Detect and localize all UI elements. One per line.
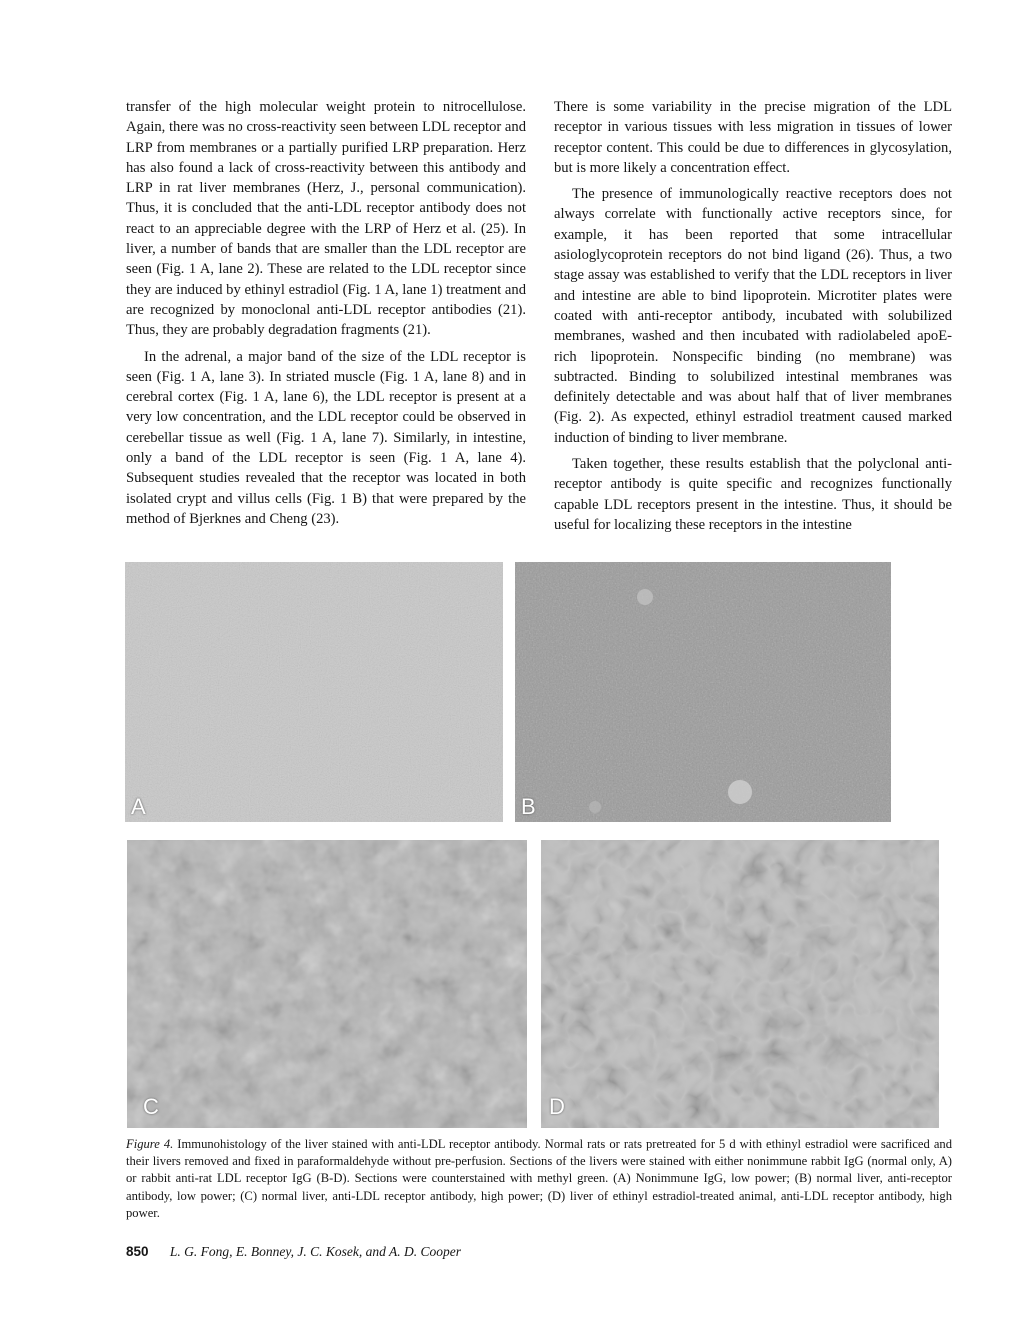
footer-authors: L. G. Fong, E. Bonney, J. C. Kosek, and A. D. Cooper bbox=[169, 1244, 462, 1259]
micrograph-panel-d bbox=[541, 840, 939, 1128]
right-paragraph-2: The presence of immunologically reactive receptors does not always correlate with functionally active receptors since, for example, it has been reported that some intracellular asiologlycoprotein receptors do not bind ligand (26). Thus, a two stage assay was established to verify that the LDL receptors in liver and intestine are able to bind lipoprotein. Microtiter plates were coated with anti-receptor antibody, incubated with solubilized membranes, washed and then incubated with radiolabeled apoE-rich lipoprotein. Nonspecific binding (no membrane) was subtracted. Binding to solubilized intestinal membranes was definitely detectable and was about half that of liver membranes (Fig. 2). As expected, ethinyl estradiol treatment caused marked induction of binding to liver membrane. bbox=[554, 186, 952, 446]
figure-4 bbox=[123, 558, 949, 1132]
page-footer bbox=[126, 1244, 461, 1260]
figure-caption bbox=[126, 1136, 952, 1222]
left-column bbox=[126, 97, 526, 529]
micrograph-panel-a bbox=[125, 562, 503, 822]
micrograph-b-image bbox=[515, 562, 891, 822]
left-paragraph-1: transfer of the high molecular weight protein to nitrocellulose. Again, there was no cross-reactivity seen between LDL receptor and LRP from membranes or a partially purified LRP preparation. Herz has also found a lack of cross-reactivity between this antibody and LRP in rat liver membranes (Herz, J., personal communication). Thus, it is concluded that the anti-LDL receptor antibody does not react to an appreciable degree with the LRP of Herz et al. (25). In liver, a number of bands that are smaller than the LDL receptor are seen (Fig. 1 A, lane 2). These are related to the LDL receptor since they are induced by ethinyl estradiol (Fig. 1 A, lane 1) treatment and are recognized by monoclonal anti-LDL receptor antibodies (21). Thus, they are probably degradation fragments (21). bbox=[126, 99, 526, 339]
micrograph-a-image bbox=[125, 562, 503, 822]
right-paragraph-3: Taken together, these results establish that the polyclonal anti-receptor antibody is quite specific and recognizes functionally capable LDL receptors present in the intestine. Thus, it should be useful for localizing these receptors in the intestine bbox=[554, 456, 952, 533]
micrograph-c-image bbox=[127, 840, 527, 1128]
panel-d-label: D bbox=[549, 1094, 565, 1119]
panel-a-label: A bbox=[131, 794, 146, 819]
panel-b-label: B bbox=[521, 794, 536, 819]
right-column bbox=[554, 97, 952, 535]
left-paragraph-2: In the adrenal, a major band of the size of the LDL receptor is seen (Fig. 1 A, lane 3). In striated muscle (Fig. 1 A, lane 8) and in cerebral cortex (Fig. 1 A, lane 6), the LDL receptor is present at a very low concentration, and the LDL receptor could be observed in cerebellar tissue as well (Fig. 1 A, lane 7). Similarly, in intestine, only a band of the LDL receptor is seen (Fig. 1 A, lane 4). Subsequent studies revealed that the receptor was located in both isolated crypt and villus cells (Fig. 1 B) that were prepared by the method of Bjerknes and Cheng (23). bbox=[126, 348, 526, 527]
micrograph-d-image bbox=[541, 840, 939, 1128]
panel-c-label: C bbox=[143, 1094, 159, 1119]
caption-label: Figure 4. bbox=[126, 1137, 174, 1151]
right-paragraph-1: There is some variability in the precise migration of the LDL receptor in various tissues with less migration in tissues of lower receptor content. This could be due to differences in glycosylation, but is more likely a concentration effect. bbox=[554, 99, 952, 176]
caption-text: Immunohistology of the liver stained with anti-LDL receptor antibody. Normal rats or rats pretreated for 5 d with ethinyl estradiol were sacrificed and their livers removed and fixed in paraformaldehyde without pre-perfusion. Sections of the livers were stained with either nonimmune rabbit IgG (normal only, A) or rabbit anti-rat LDL receptor IgG (B-D). Sections were counterstained with methyl green. (A) Nonimmune IgG, low power; (B) normal liver, anti-receptor antibody, low power; (C) normal liver, anti-LDL receptor antibody, high power; (D) liver of ethinyl estradiol-treated animal, anti-LDL receptor antibody, high power. bbox=[126, 1137, 952, 1220]
micrograph-panel-b bbox=[515, 562, 891, 822]
page-number: 850 bbox=[126, 1244, 149, 1259]
micrograph-panel-c bbox=[127, 840, 527, 1128]
